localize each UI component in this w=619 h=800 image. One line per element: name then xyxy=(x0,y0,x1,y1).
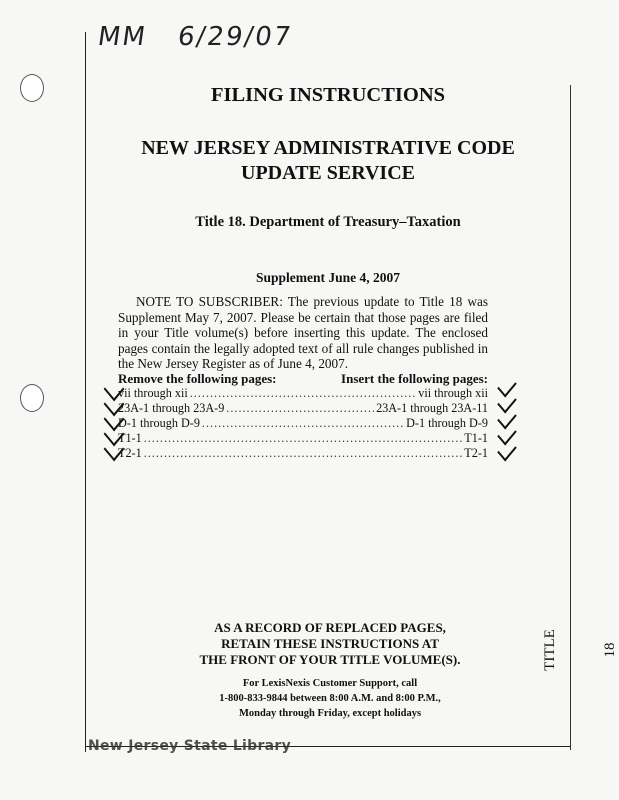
table-row xyxy=(118,386,488,401)
leader-dots xyxy=(144,446,463,461)
table-row xyxy=(118,416,488,431)
punch-hole xyxy=(20,74,44,102)
code-title-line1: NEW JERSEY ADMINISTRATIVE CODE xyxy=(141,137,515,159)
remove-pages: T1-1 xyxy=(118,431,142,445)
record-notice-line1: AS A RECORD OF REPLACED PAGES, xyxy=(214,620,446,635)
insert-pages: D-1 through D-9 xyxy=(406,416,488,430)
record-notice-line2: RETAIN THESE INSTRUCTIONS AT xyxy=(221,636,439,651)
insert-header: Insert the following pages: xyxy=(341,371,488,386)
support-line1: For LexisNexis Customer Support, call xyxy=(242,678,418,689)
remove-pages: vii through xii xyxy=(118,386,188,400)
insert-pages: 23A-1 through 23A-11 xyxy=(376,401,488,415)
remove-header: Remove the following pages: xyxy=(118,371,277,386)
remove-pages: 23A-1 through 23A-9 xyxy=(118,401,225,415)
leader-dots xyxy=(190,386,417,401)
insert-pages: vii through xii xyxy=(418,386,488,400)
leader-dots xyxy=(144,431,463,446)
record-notice-line3: THE FRONT OF YOUR TITLE VOLUME(S). xyxy=(199,652,461,667)
punch-hole xyxy=(20,384,44,412)
table-row xyxy=(118,446,488,461)
leader-dots xyxy=(226,401,374,416)
code-title-line2: UPDATE SERVICE xyxy=(241,162,415,184)
insert-pages: T1-1 xyxy=(464,431,488,445)
remove-pages: D-1 through D-9 xyxy=(118,416,200,430)
note-paragraph: NOTE TO SUBSCRIBER: The previous update to Title 18 was Supplement May 7, 2007. Please be certain that those pages are filed in your Title volume(s) before inserting this update. The enclosed pages contain the legally adopted text of all rule changes published in the New Jersey Register as of June 4, 2007. xyxy=(118,294,488,372)
title-subject: Title 18. Department of Treasury–Taxation xyxy=(195,214,461,230)
side-title-label: TITLE 18 xyxy=(542,629,618,671)
handwritten-date: 6/29/07 xyxy=(175,22,295,52)
supplement-date: Supplement June 4, 2007 xyxy=(255,270,401,285)
support-line2: 1-800-833-9844 between 8:00 A.M. and 8:00 P.M., xyxy=(219,693,441,704)
support-line3: Monday through Friday, except holidays xyxy=(238,708,422,719)
handwritten-initials: MM xyxy=(95,22,149,52)
remove-pages: T2-1 xyxy=(118,446,142,460)
table-row xyxy=(118,431,488,446)
insert-pages: T2-1 xyxy=(464,446,488,460)
library-stamp: New Jersey State Library xyxy=(88,738,292,754)
checkmark-icon xyxy=(497,438,516,461)
table-row xyxy=(118,401,488,416)
leader-dots xyxy=(202,416,404,431)
page-title: FILING INSTRUCTIONS xyxy=(210,84,446,106)
table-header xyxy=(118,371,488,387)
